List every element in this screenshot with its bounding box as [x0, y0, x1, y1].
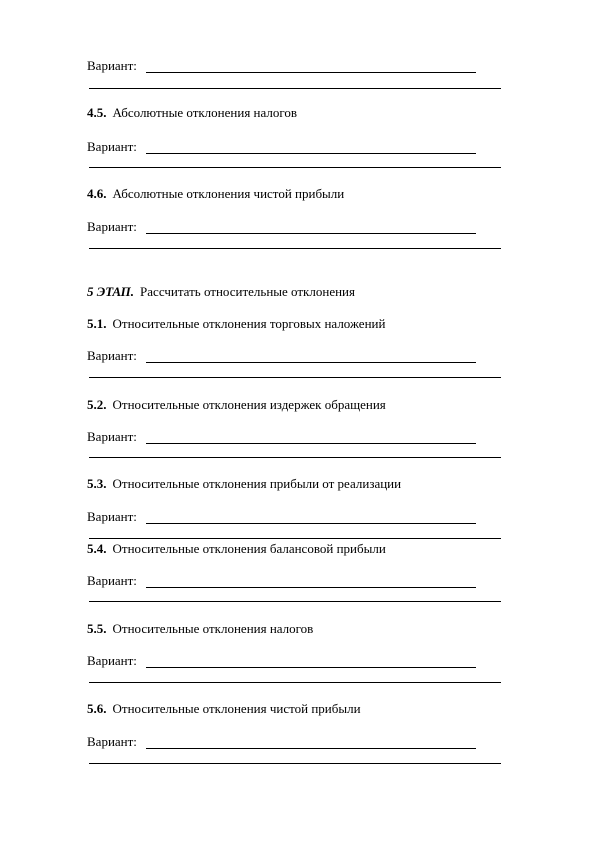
answer-line[interactable] — [89, 377, 501, 378]
answer-line[interactable] — [89, 167, 501, 168]
variant-answer-line[interactable] — [146, 72, 476, 73]
section-heading-5-1 — [87, 316, 385, 331]
variant-label: Вариант: — [87, 139, 137, 154]
variant-label: Вариант: — [87, 573, 137, 588]
section-heading-5-6 — [87, 701, 361, 716]
section-number: 5.1. — [87, 316, 107, 331]
section-heading-4-5 — [87, 105, 297, 120]
variant-label: Вариант: — [87, 509, 137, 524]
section-heading-4-6 — [87, 186, 344, 201]
variant-answer-line[interactable] — [146, 153, 476, 154]
section-number: 4.5. — [87, 105, 107, 120]
stage-label: 5 ЭТАП. — [87, 284, 135, 299]
answer-line[interactable] — [89, 682, 501, 683]
variant-label: Вариант: — [87, 219, 137, 234]
section-heading-5-2 — [87, 397, 386, 412]
section-title: Относительные отклонения чистой прибыли — [112, 701, 361, 716]
answer-line[interactable] — [89, 88, 501, 89]
variant-label: Вариант: — [87, 653, 137, 668]
variant-answer-line[interactable] — [146, 362, 476, 363]
variant-answer-line[interactable] — [146, 443, 476, 444]
variant-label: Вариант: — [87, 58, 137, 73]
section-title: Относительные отклонения издержек обращения — [112, 397, 386, 412]
section-number: 5.6. — [87, 701, 107, 716]
answer-line[interactable] — [89, 763, 501, 764]
answer-line[interactable] — [89, 538, 501, 539]
variant-label: Вариант: — [87, 429, 137, 444]
section-heading-5-4 — [87, 541, 386, 556]
variant-label: Вариант: — [87, 734, 137, 749]
variant-answer-line[interactable] — [146, 667, 476, 668]
stage-title: Рассчитать относительные отклонения — [140, 284, 355, 299]
section-title: Относительные отклонения прибыли от реализации — [112, 476, 402, 491]
variant-answer-line[interactable] — [146, 748, 476, 749]
variant-answer-line[interactable] — [146, 233, 476, 234]
variant-answer-line[interactable] — [146, 523, 476, 524]
section-heading-5-3 — [87, 476, 401, 491]
section-number: 4.6. — [87, 186, 107, 201]
answer-line[interactable] — [89, 601, 501, 602]
section-number: 5.5. — [87, 621, 107, 636]
answer-line[interactable] — [89, 248, 501, 249]
stage-heading — [87, 284, 355, 299]
section-title: Абсолютные отклонения налогов — [112, 105, 298, 120]
section-title: Относительные отклонения торговых наложений — [112, 316, 386, 331]
section-title: Абсолютные отклонения чистой прибыли — [112, 186, 345, 201]
section-heading-5-5 — [87, 621, 313, 636]
section-title: Относительные отклонения налогов — [112, 621, 314, 636]
variant-label: Вариант: — [87, 348, 137, 363]
section-number: 5.3. — [87, 476, 107, 491]
section-title: Относительные отклонения балансовой прибыли — [112, 541, 386, 556]
variant-answer-line[interactable] — [146, 587, 476, 588]
answer-line[interactable] — [89, 457, 501, 458]
section-number: 5.2. — [87, 397, 107, 412]
section-number: 5.4. — [87, 541, 107, 556]
